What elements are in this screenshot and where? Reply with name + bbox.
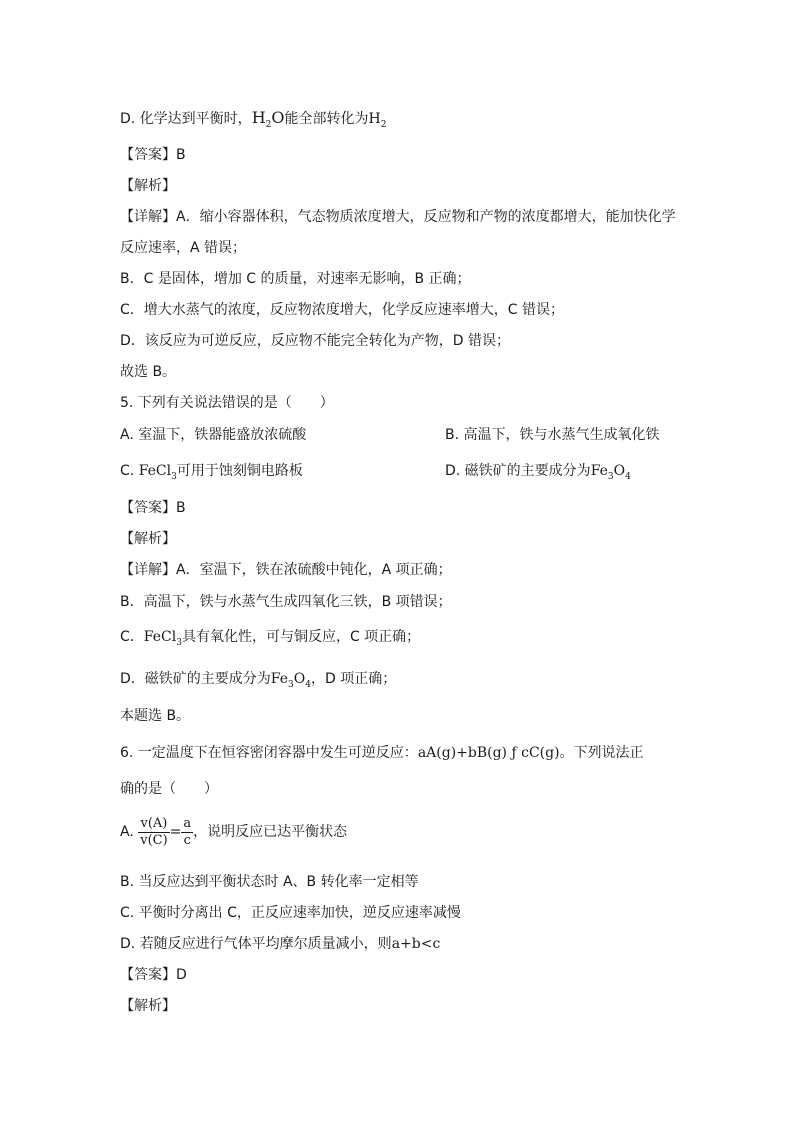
detail-line: C．FeCl$_3$具有氧化性，可与铜反应，C 项正确；: [120, 629, 421, 648]
q5-option-d: D. 磁铁矿的主要成分为$Fe_3O_4$: [445, 463, 631, 482]
q5-option-b: B. 高温下，铁与水蒸气生成氧化铁: [445, 427, 660, 443]
conclusion-line: 本题选 B。: [120, 708, 191, 724]
fraction-coefficient: $\frac{a}{c}$: [183, 815, 192, 848]
detail-line: 【详解】A．缩小容器体积，气态物质浓度增大，反应物和产物的浓度都增大，能加快化学: [120, 209, 676, 225]
detail-line: 【详解】A．室温下，铁在浓硫酸中钝化，A 项正确；: [120, 562, 452, 578]
q4-option-d: D. 化学达到平衡时，$H_2O$能全部转化为$H_2$: [120, 108, 387, 130]
q6-option-c: C. 平衡时分离出 C，正反应速率加快，逆反应速率减慢: [120, 905, 461, 921]
conclusion-line: 故选 B。: [120, 364, 177, 380]
analysis-label: 【解析】: [120, 998, 176, 1014]
analysis-label: 【解析】: [120, 178, 176, 194]
detail-line: B．高温下，铁与水蒸气生成四氧化三铁，B 项错误；: [120, 594, 452, 610]
q5-option-c: C. FeCl$_3$可用于蚀刻铜电路板: [120, 463, 303, 482]
answer-label: 【答案】B: [120, 500, 186, 516]
detail-line: C．增大水蒸气的浓度，反应物浓度增大，化学反应速率增大，C 错误；: [120, 302, 564, 318]
analysis-label: 【解析】: [120, 531, 176, 547]
question-5-stem: 5. 下列有关说法错误的是（ ）: [120, 395, 334, 411]
q6-option-d: D. 若随反应进行气体平均摩尔质量减小，则a+b<c: [120, 936, 441, 952]
question-6-stem-cont: 确的是（ ）: [120, 781, 218, 797]
detail-line: 反应速率，A 错误；: [120, 240, 247, 256]
detail-line: B．C 是固体，增加 C 的质量，对速率无影响，B 正确；: [120, 271, 471, 287]
fraction-rate: $\frac{v(A)}{v(C)}$: [140, 815, 168, 848]
answer-label: 【答案】D: [120, 967, 187, 983]
q6-option-a: A. $\frac{v(A)}{v(C)}$ = $\frac{a}{c}$ ，说明反应已达平衡状态: [120, 815, 348, 848]
detail-line: D．该反应为可逆反应，反应物不能完全转化为产物，D 错误；: [120, 333, 511, 349]
q5-option-a: A. 室温下，铁器能盛放浓硫酸: [120, 427, 307, 443]
detail-line: D．磁铁矿的主要成分为$Fe_3O_4$，D 项正确；: [120, 671, 397, 690]
answer-label: 【答案】B: [120, 147, 186, 163]
q6-option-b: B. 当反应达到平衡状态时 A、B 转化率一定相等: [120, 874, 419, 890]
question-6-stem: 6. 一定温度下在恒容密闭容器中发生可逆反应：aA(g)+bB(g) ƒ cC(g)。下列说法正: [120, 745, 644, 761]
